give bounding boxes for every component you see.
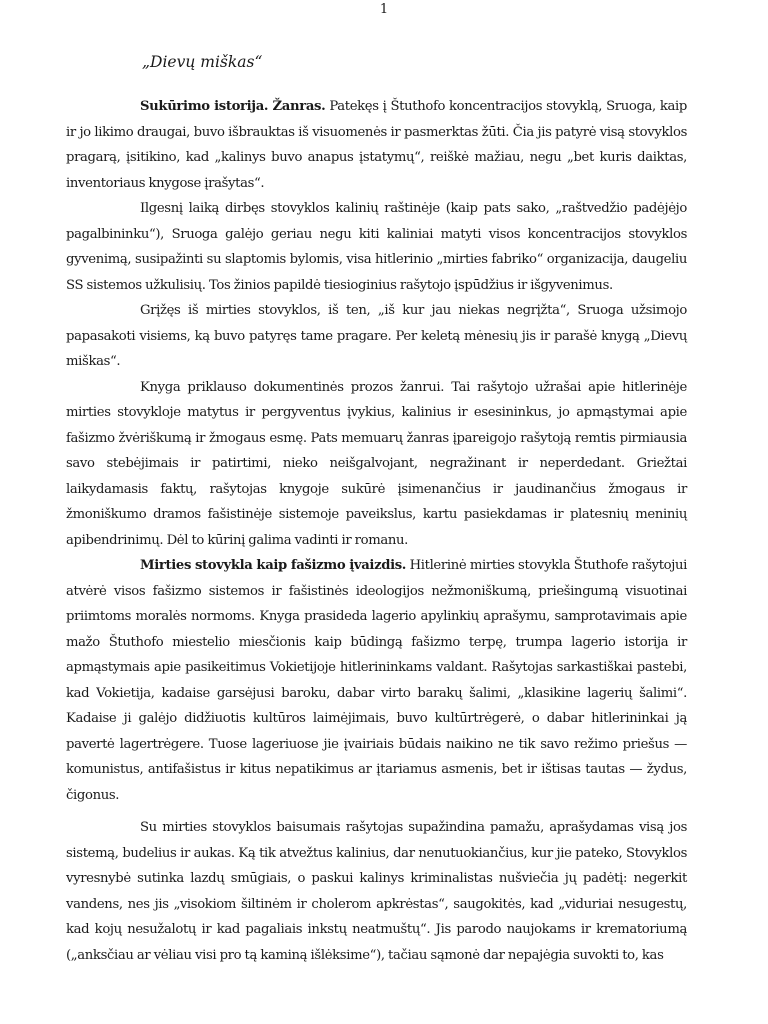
paragraph-text: Su mirties stovyklos baisumais rašytojas supažindina pamažu, aprašydamas visą jos sistemą, budelius ir aukas. Ką tik atvežtus kalinius, dar nenutuokiančius, kur jie pateko, Stovyklos vyresnybė sutinka lazdų smūgiais, o paskui kalinys kriminalistas nušviečia jų padėtį: negerkit vandens, nes jis „visokiom šiltinėm ir cholerom apkrėstas“, saugokitės, kad „viduriai nesugestų, kad kojų nesužalotų ir kad pagaliais inkstų neatmuštų“. Jis parodo naujokams ir krematoriumą („anksčiau ar vėliau visi pro tą kaminą išlėksime“), tačiau sąmonė dar nepajėgia suvokti to, kas xyxy=(66,820,687,963)
paragraph-text: Grįžęs iš mirties stovyklos, iš ten, „iš kur jau niekas negrįžta“, Sruoga užsimojo papasakoti visiems, ką buvo patyręs tame pragare. Per keletą mėnesių jis ir parašė knygą „Dievų miškas“. xyxy=(66,303,687,369)
paragraph-history-genre xyxy=(66,94,687,196)
body-text xyxy=(66,94,687,968)
section-heading-history: Sukūrimo istorija. Žanras. xyxy=(140,99,326,114)
paragraph-text: Knyga priklauso dokumentinės prozos žanrui. Tai rašytojo užrašai apie hitlerinėje mirties stovykloje matytus ir pergyventus įvykius, kalinius ir esesininkus, jo apmąstymai apie fašizmo žvėriškumą ir žmogaus esmę. Pats memuarų žanras įpareigojo rašytoją remtis pirmiausia savo stebėjimais ir patirtimi, nieko neišgalvojant, negražinant ir neperdedant. Griežtai laikydamasis faktų, rašytojas knygoje sukūrė įsimenančius ir jaudinančius žmogaus ir žmoniškumo dramos fašistinėje sistemoje paveikslus, kartu pasiekdamas ir platesnių meninių apibendrinimų. Dėl to kūrinį galima vadinti ir romanu. xyxy=(66,379,687,548)
paragraph-death-camp xyxy=(66,553,687,808)
paragraph-text: Hitlerinė mirties stovykla Štuthofe rašytojui atvėrė visos fašizmo sistemos ir fašistinės ideologijos nežmoniškumą, priešingumą visuotinai priimtoms moralės normoms. Knyga prasideda lagerio apylinkių aprašymu, samprotavimais apie mažo Štuthofo miestelio miesčionis kaip būdingą fašizmo terpę, trumpa lagerio istorija ir apmąstymais apie pasikeitimus Vokietijoje hitlerininkams valdant. Rašytojas sarkastiškai pastebi, kad Vokietija, kadaise garsėjusi baroku, dabar virto barakų šalimi, „klasikine lagerių šalimi“. Kadaise ji galėjo didžiuotis kultūros laimėjimais, buvo kultūrtrėgerė, o dabar hitlerininkai ją pavertė lagertrėgere. Tuose lageriuose jie įvairiais būdais naikino ne tik savo režimo priešus — komunistus, antifašistus ir kitus nepatikimus ar įtariamus asmenis, bet ir ištisas tautas — žydus, čigonus. xyxy=(66,558,688,803)
paragraph-text: Patekęs į Štuthofo koncentracijos stovyklą, Sruoga, kaip ir jo likimo draugai, buvo išbrauktas iš visuomenės ir pasmerktas žūti. Čia jis patyrė visą stovyklos pragarą, įsitikino, kad „kalinys buvo anapus įstatymų“, reiškė mažiau, negu „bet kuris daiktas, inventoriaus knygose įrašytas“. xyxy=(66,99,687,191)
paragraph-text: Ilgesnį laiką dirbęs stovyklos kalinių raštinėje (kaip pats sako, „raštvedžio padėjėjo pagalbininku“), Sruoga galėjo geriau negu kiti kaliniai matyti visos koncentracijos stovyklos gyvenimą, susipažinti su slaptomis bylomis, visa hitlerinio „mirties fabriko“ organizacija, daugeliu SS sistemos užkulisių. Tos žinios papildė tiesioginius rašytojo įspūdžius ir išgyvenimus. xyxy=(66,201,687,293)
page-number: 1 xyxy=(379,2,389,17)
document-title: „Dievų miškas“ xyxy=(142,53,263,71)
section-heading-death-camp: Mirties stovykla kaip fašizmo įvaizdis. xyxy=(140,558,407,573)
paragraph-office-work xyxy=(66,196,687,298)
paragraph-camp-horrors xyxy=(66,815,687,968)
paragraph-genre xyxy=(66,375,687,554)
paragraph-return xyxy=(66,298,687,375)
